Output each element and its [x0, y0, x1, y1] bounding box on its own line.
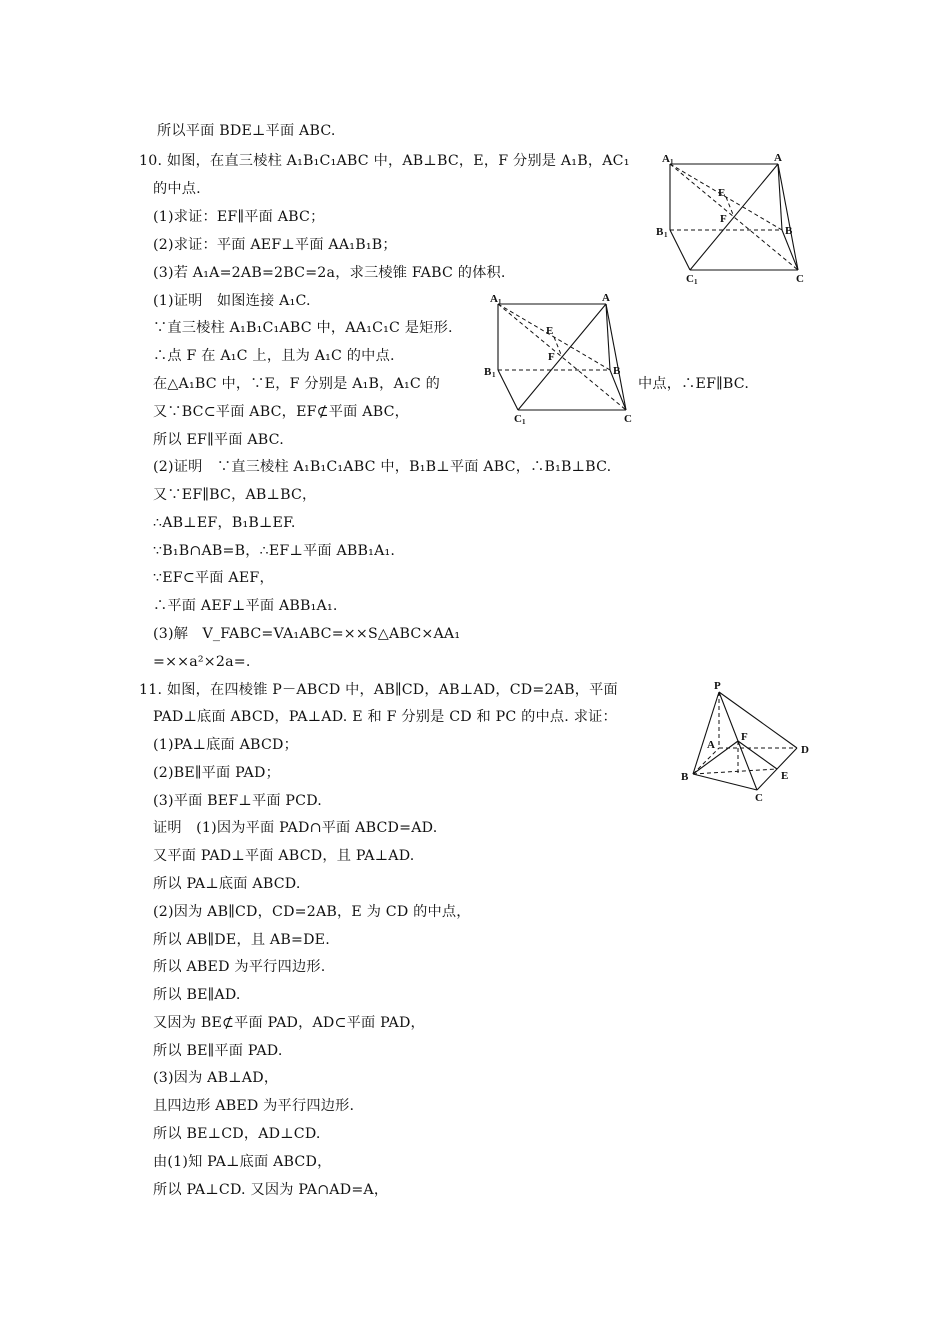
text-line: 在△A₁BC 中，∵E，F 分别是 A₁B，A₁C 的 [153, 376, 441, 392]
label-C1-sub: 1 [694, 278, 698, 285]
text-line: 又因为 BE⊄平面 PAD，AD⊂平面 PAD， [153, 1015, 425, 1031]
prism-figure-1 [650, 150, 815, 285]
label-A1: A [662, 153, 670, 165]
label-F: F [741, 731, 748, 743]
text-line: (3)若 A₁A=2AB=2BC=2a，求三棱锥 FABC 的体积. [153, 265, 506, 281]
label-C1-sub: 1 [522, 418, 526, 425]
text-line: 所以 EF∥平面 ABC. [153, 432, 284, 448]
text-line: ∴平面 AEF⊥平面 ABB₁A₁. [153, 598, 338, 614]
text-line: ∴点 F 在 A₁C 上，且为 A₁C 的中点. [153, 348, 395, 364]
label-C1: C [686, 273, 694, 285]
text-line: (3)因为 AB⊥AD， [153, 1070, 279, 1086]
label-A: A [774, 152, 782, 164]
label-A1-sub: 1 [498, 298, 502, 306]
text-line: (2)BE∥平面 PAD； [153, 765, 280, 781]
text-line: (1)PA⊥底面 ABCD； [153, 737, 298, 753]
label-F: F [548, 351, 555, 363]
text-line: 所以 PA⊥CD. 又因为 PA∩AD=A， [153, 1182, 389, 1198]
text-line: 所以 ABED 为平行四边形. [153, 959, 326, 975]
label-F: F [720, 213, 727, 225]
problem-11-title: 11. 如图，在四棱锥 P－ABCD 中，AB∥CD，AB⊥AD，CD=2AB，平面 [139, 682, 618, 698]
pyramid-figure [675, 680, 820, 805]
text-line: 所以 BE∥AD. [153, 987, 241, 1003]
label-E: E [546, 325, 554, 337]
label-C: C [755, 792, 763, 804]
text-line: ∵EF⊂平面 AEF， [153, 570, 274, 586]
problem-10-title: 10. 如图，在直三棱柱 A₁B₁C₁ABC 中，AB⊥BC，E，F 分别是 A₁B，AC₁ [139, 153, 630, 169]
text-line: 所以 PA⊥底面 ABCD. [153, 876, 301, 892]
label-A1-sub: 1 [670, 158, 674, 166]
text-line: 又∵EF∥BC，AB⊥BC， [153, 487, 317, 503]
text-line: (1)证明 如图连接 A₁C. [153, 293, 311, 309]
text-line: 所以平面 BDE⊥平面 ABC. [157, 123, 336, 139]
label-B: B [785, 225, 793, 237]
text-line: 证明 (1)因为平面 PAD∩平面 ABCD=AD. [153, 820, 438, 836]
text-line: (2)因为 AB∥CD，CD=2AB，E 为 CD 的中点， [153, 904, 471, 920]
prism-figure-2 [478, 290, 643, 425]
text-line: (2)求证：平面 AEF⊥平面 AA₁B₁B； [153, 237, 397, 253]
text-line: 所以 BE⊥CD，AD⊥CD. [153, 1126, 321, 1142]
label-E: E [781, 770, 789, 782]
text-line: 所以 BE∥平面 PAD. [153, 1043, 283, 1059]
label-B1: B [656, 226, 664, 238]
label-C: C [624, 413, 632, 425]
text-line: ∵直三棱柱 A₁B₁C₁ABC 中，AA₁C₁C 是矩形. [153, 320, 453, 336]
label-C: C [796, 273, 804, 285]
text-line: (1)求证：EF∥平面 ABC； [153, 209, 325, 225]
label-B1: B [484, 366, 492, 378]
text-line: 由(1)知 PA⊥底面 ABCD， [153, 1154, 332, 1170]
text-line: 中点，∴EF∥BC. [638, 376, 750, 392]
label-P: P [714, 680, 721, 692]
label-B1-sub: 1 [492, 371, 496, 379]
label-A: A [602, 292, 610, 304]
label-E: E [718, 187, 726, 199]
label-B1-sub: 1 [664, 231, 668, 239]
text-line: 的中点. [153, 181, 201, 197]
label-D: D [801, 744, 809, 756]
text-line: 且四边形 ABED 为平行四边形. [153, 1098, 355, 1114]
text-line: ∵B₁B∩AB=B，∴EF⊥平面 ABB₁A₁. [153, 543, 396, 559]
label-C1: C [514, 413, 522, 425]
text-line: 所以 AB∥DE，且 AB=DE. [153, 932, 330, 948]
text-line: =××a²×2a=. [153, 654, 251, 670]
label-B: B [681, 771, 689, 783]
text-line: ∴AB⊥EF，B₁B⊥EF. [153, 515, 296, 531]
label-B: B [613, 365, 621, 377]
text-line: (2)证明 ∵直三棱柱 A₁B₁C₁ABC 中，B₁B⊥平面 ABC，∴B₁B⊥BC. [153, 459, 612, 475]
text-line: (3)解 V_FABC=VA₁ABC=××S△ABC×AA₁ [153, 626, 461, 642]
label-A1: A [490, 293, 498, 305]
text-line: 又∵BC⊂平面 ABC，EF⊄平面 ABC， [153, 404, 410, 420]
text-line: PAD⊥底面 ABCD，PA⊥AD. E 和 F 分别是 CD 和 PC 的中点. 求证： [153, 709, 617, 725]
text-line: 又平面 PAD⊥平面 ABCD，且 PA⊥AD. [153, 848, 415, 864]
text-line: (3)平面 BEF⊥平面 PCD. [153, 793, 323, 809]
label-A: A [707, 739, 715, 751]
